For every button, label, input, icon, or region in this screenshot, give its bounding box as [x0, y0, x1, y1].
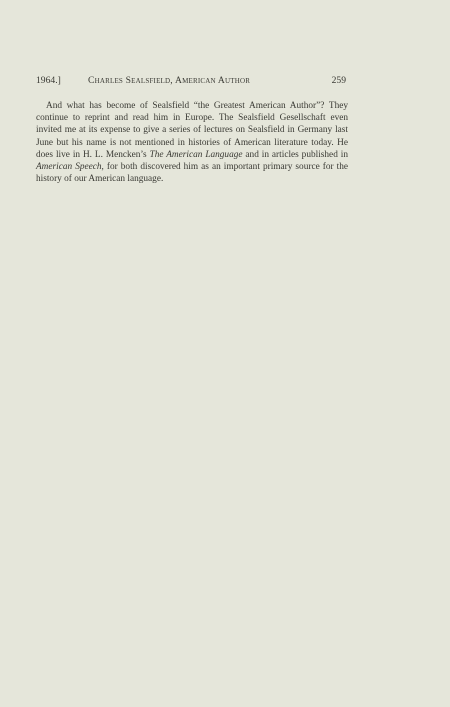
paragraph	[36, 100, 348, 185]
running-head-year: 1964.]	[36, 75, 61, 86]
running-head	[36, 74, 346, 88]
body-text	[36, 100, 348, 185]
journal-title-american-speech: American Speech	[36, 162, 102, 173]
book-title-american-language: The American Language	[149, 149, 243, 160]
paragraph-text-3: , for both discovered him as an important primary source for the history of our American language.	[36, 162, 348, 185]
running-head-title: Charles Sealsfield, American Author	[88, 75, 251, 86]
page-number: 259	[331, 75, 346, 86]
paragraph-text-1: And what has become of Sealsfield “the Greatest American Author”? They continue to reprint and read him in Europe. The Sealsfield Gesellschaft even invited me at its expense to give a series of lectures on Sealsfield in Germany last June but his name is not mentioned in histories of American literature today. He does live in H. L. Mencken’s	[36, 101, 348, 160]
paragraph-text-2: and in articles published in	[242, 149, 348, 160]
